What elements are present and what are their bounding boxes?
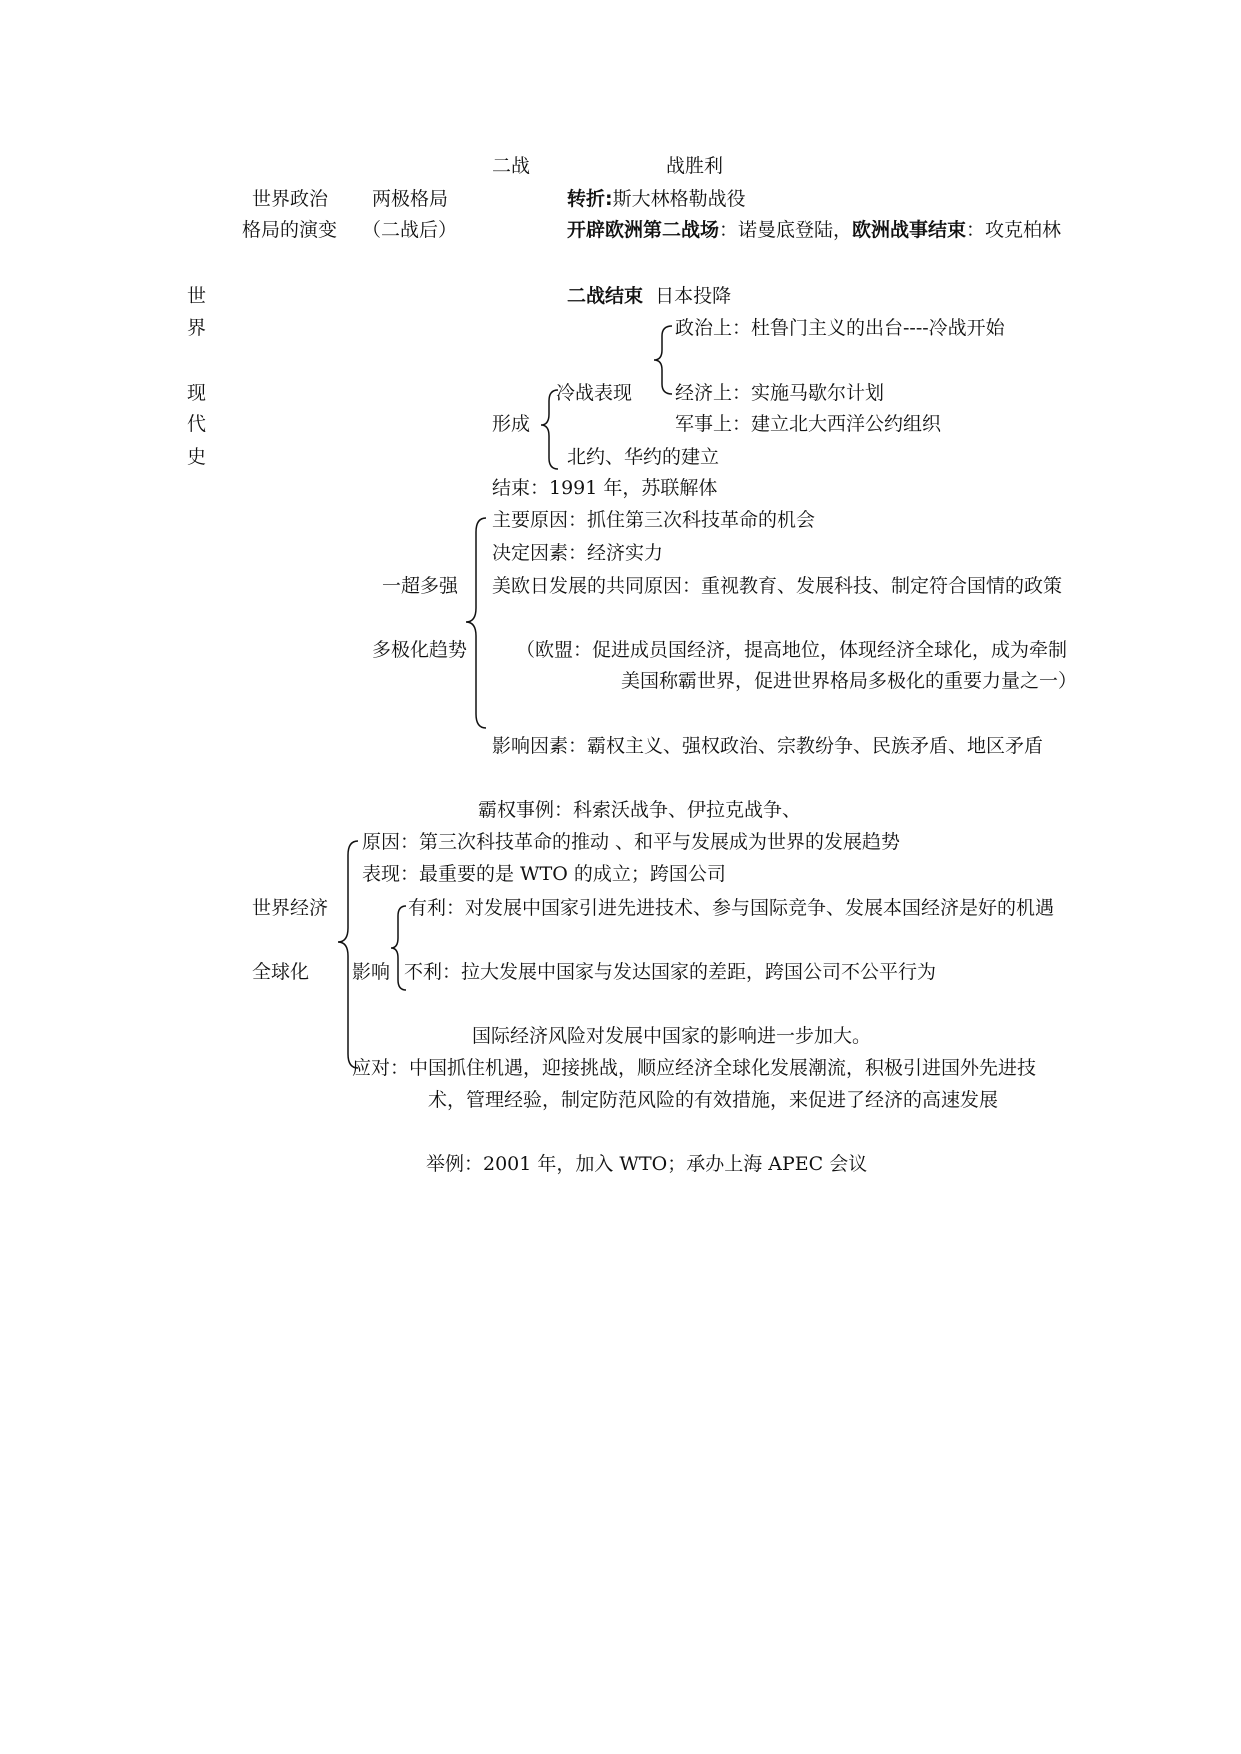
coldwar-political: 政治上：杜鲁门主义的出台----冷战开始 (675, 317, 1005, 339)
globalization-example: 举例：2001 年，加入 WTO；承办上海 APEC 会议 (426, 1153, 868, 1175)
impact-label: 影响 (352, 961, 391, 983)
coldwar-economic: 经济上：实施马歇尔计划 (675, 382, 885, 404)
impact-risk: 国际经济风险对发展中国家的影响进一步加大。 (472, 1025, 872, 1047)
multipolar-factors: 影响因素：霸权主义、强权政治、宗教纷争、民族矛盾、地区矛盾 (492, 735, 1044, 757)
coldwar-pacts: 北约、华约的建立 (567, 446, 720, 468)
multipolar-eu-line2: 美国称霸世界，促进世界格局多极化的重要力量之一） (621, 670, 1078, 692)
multipolar-main-reason: 主要原因：抓住第三次科技革命的机会 (492, 509, 816, 531)
multipolar-eu-line1: （欧盟：促进成员国经济，提高地位，体现经济全球化，成为牵制 (516, 639, 1068, 661)
bipolar-line2: （二战后） (362, 219, 458, 241)
ww2-end-text: 日本投降 (655, 285, 732, 307)
root-char-1: 世 (187, 285, 207, 307)
bracket-multipolar (466, 518, 486, 728)
impact-pro: 有利：对发展中国家引进先进技术、参与国际竞争、发展本国经济是好的机遇 (408, 897, 1055, 919)
politics-title-line1: 世界政治 (252, 188, 329, 210)
economy-title-line1: 世界经济 (252, 897, 329, 919)
multipolar-decisive: 决定因素：经济实力 (492, 542, 664, 564)
ww2-end-label: 二战结束 (567, 285, 644, 307)
ww2-front-text: ：诺曼底登陆， (719, 219, 853, 241)
root-char-2: 界 (187, 317, 207, 339)
multipolar-label-1: 一超多强 (382, 575, 459, 597)
ww2-turning-text: 斯大林格勒战役 (612, 188, 746, 210)
globalization-response-line1: 应对：中国抓住机遇，迎接挑战，顺应经济全球化发展潮流，积极引进国外先进技 (352, 1057, 1037, 1079)
coldwar-formation-label: 形成 (492, 413, 531, 435)
globalization-manifestation: 表现：最重要的是 WTO 的成立；跨国公司 (362, 863, 726, 885)
politics-title-line2: 格局的演变 (242, 219, 338, 241)
bracket-impact (391, 906, 406, 990)
multipolar-common-reason: 美欧日发展的共同原因：重视教育、发展科技、制定符合国情的政策 (492, 575, 1063, 597)
economy-title-line2: 全球化 (252, 961, 310, 983)
globalization-response-line2: 术，管理经验，制定防范风险的有效措施，来促进了经济的高速发展 (428, 1089, 999, 1111)
bracket-coldwar-formation (541, 390, 558, 469)
root-char-5: 史 (187, 446, 207, 468)
impact-con: 不利：拉大发展中国家与发达国家的差距，跨国公司不公平行为 (404, 961, 937, 983)
coldwar-military: 军事上：建立北大西洋公约组织 (675, 413, 942, 435)
coldwar-end: 结束：1991 年，苏联解体 (492, 477, 718, 499)
ww2-victory: 战胜利 (666, 155, 724, 177)
root-char-3: 现 (187, 382, 207, 404)
root-char-4: 代 (187, 413, 207, 435)
globalization-cause: 原因：第三次科技革命的推动 、和平与发展成为世界的发展趋势 (362, 831, 901, 853)
ww2-turning-label: 转折: (567, 188, 613, 210)
ww2-front-label: 开辟欧洲第二战场 (567, 219, 720, 241)
bipolar-line1: 两极格局 (372, 188, 449, 210)
ww2-europe-end-text: ：攻克柏林 (966, 219, 1062, 241)
ww2-europe-end-label: 欧洲战事结束 (852, 219, 967, 241)
bracket-globalization (338, 841, 358, 1068)
coldwar-expression-label: 冷战表现 (556, 382, 633, 404)
hegemony-examples: 霸权事例：科索沃战争、伊拉克战争、 (478, 799, 802, 821)
multipolar-label-2: 多极化趋势 (372, 639, 468, 661)
bracket-coldwar-expression (654, 326, 672, 394)
ww2-label: 二战 (492, 155, 531, 177)
